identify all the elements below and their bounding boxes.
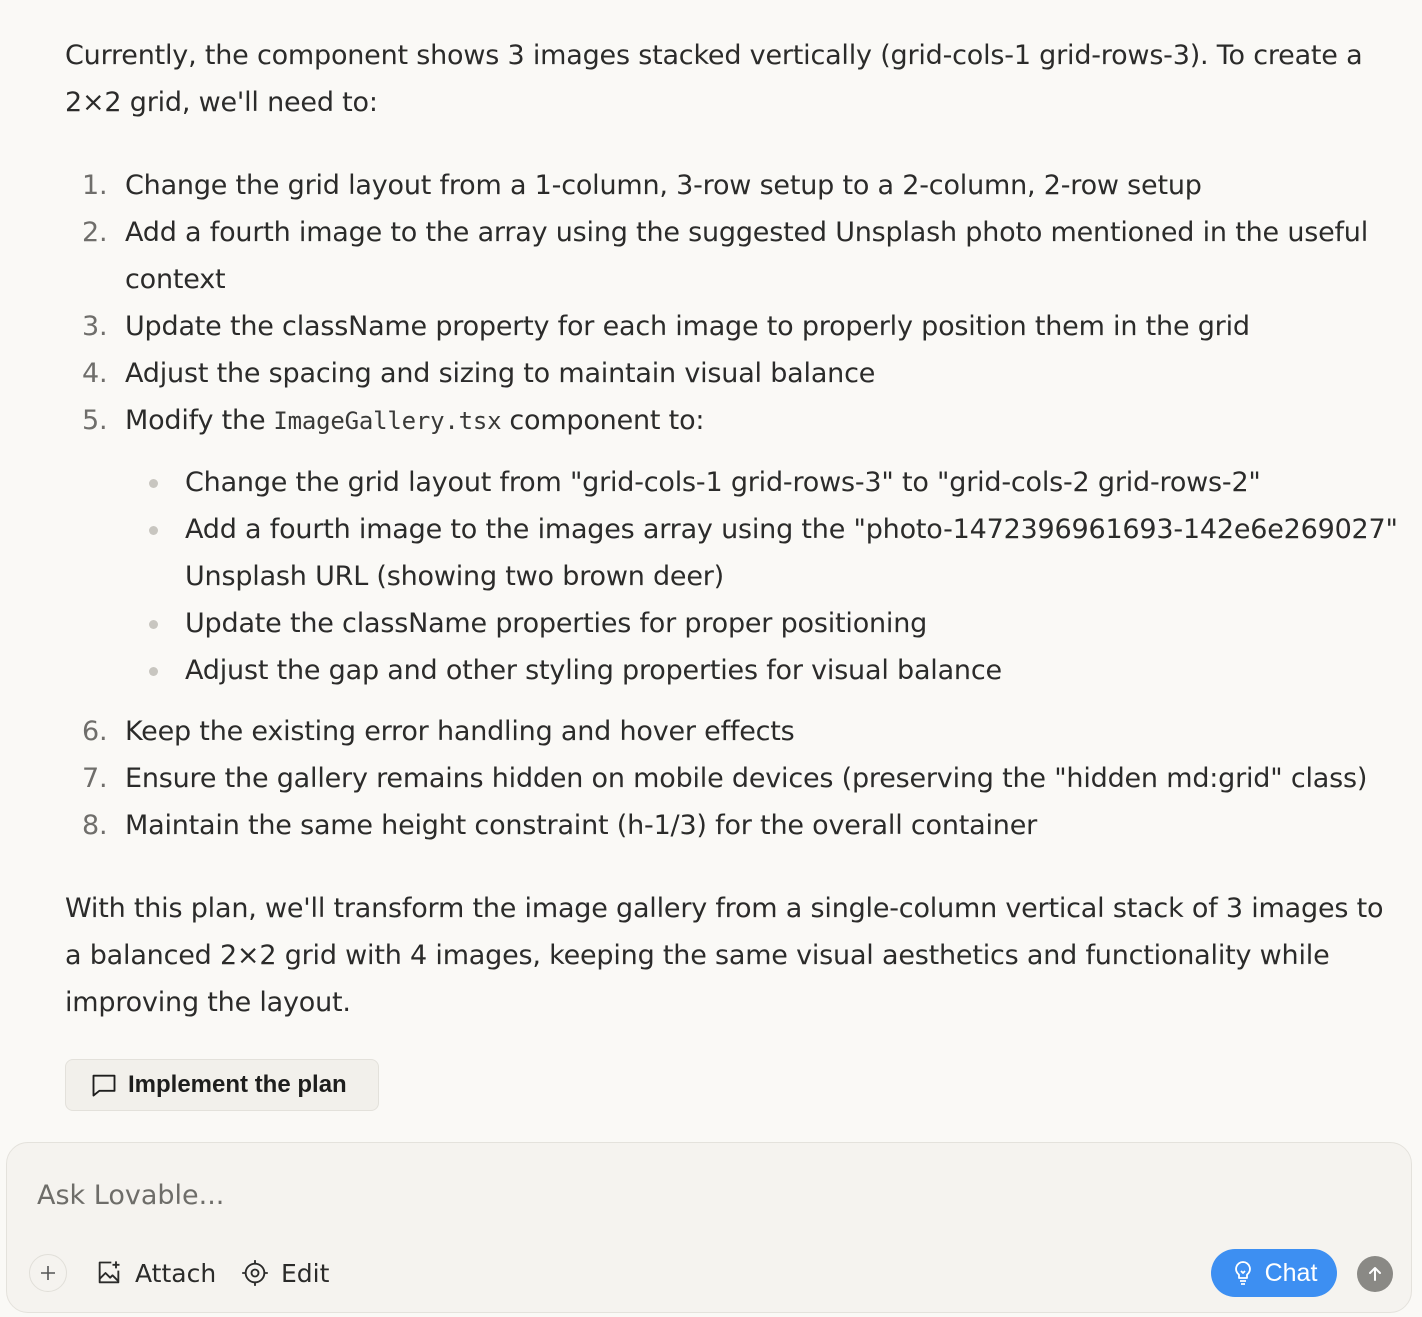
- step-text: Maintain the same height constraint (h-1/3) for the overall container: [125, 810, 1038, 841]
- edit-label: Edit: [281, 1258, 330, 1288]
- bullet: [149, 479, 158, 488]
- bullet: [149, 526, 158, 535]
- step-number: 3.: [82, 311, 108, 342]
- step-text: Update the className property for each image to properly position them in the grid: [125, 311, 1250, 342]
- chat-label: Chat: [1264, 1258, 1318, 1287]
- list-item: [65, 162, 1400, 209]
- list-item: [65, 600, 1400, 647]
- substep-text: Add a fourth image to the images array using the "photo-1472396961693-142e6e269027" Unsplash URL (showing two brown deer): [185, 514, 1398, 592]
- step-number: 6.: [82, 716, 108, 747]
- plan-steps-list: [65, 162, 1400, 445]
- step-text: Add a fourth image to the array using the suggested Unsplash photo mentioned in the useful context: [125, 217, 1369, 295]
- list-item: [65, 647, 1400, 694]
- step-text: Change the grid layout from a 1-column, 3-row setup to a 2-column, 2-row setup: [125, 170, 1202, 201]
- substep-text: Change the grid layout from "grid-cols-1 grid-rows-3" to "grid-cols-2 grid-rows-2": [185, 467, 1261, 498]
- attach-button[interactable]: [95, 1256, 216, 1290]
- list-item: [65, 397, 1400, 445]
- image-add-icon: [95, 1259, 123, 1287]
- composer: [6, 1142, 1412, 1313]
- substep-text: Adjust the gap and other styling properties for visual balance: [185, 655, 1002, 686]
- send-button[interactable]: [1357, 1256, 1393, 1292]
- message-outro: With this plan, we'll transform the image gallery from a single-column vertical stack of 3 images to a balanced 2×2 grid with 4 images, keeping the same visual aesthetics and functionality while improving the layout.: [65, 893, 1384, 1018]
- list-item: [65, 350, 1400, 397]
- step-number: 2.: [82, 217, 108, 248]
- arrow-up-icon: [1366, 1265, 1384, 1283]
- chat-bubble-icon: [90, 1071, 118, 1099]
- list-item: [65, 459, 1400, 506]
- step-text: component to:: [509, 405, 705, 436]
- bullet: [149, 620, 158, 629]
- add-button[interactable]: [29, 1254, 67, 1292]
- list-item: [65, 303, 1400, 350]
- step-number: 8.: [82, 810, 108, 841]
- lightbulb-icon: [1231, 1260, 1255, 1286]
- list-item: [65, 755, 1400, 802]
- list-item: [65, 708, 1400, 755]
- edit-button[interactable]: [241, 1256, 329, 1290]
- implement-plan-label: Implement the plan: [128, 1071, 347, 1098]
- step-text: Keep the existing error handling and hover effects: [125, 716, 795, 747]
- list-item: [65, 802, 1400, 849]
- target-icon: [241, 1259, 269, 1287]
- implement-plan-button[interactable]: [65, 1059, 379, 1111]
- chat-mode-button[interactable]: [1211, 1249, 1337, 1297]
- inline-code: ImageGallery.tsx: [273, 407, 502, 435]
- substep-text: Update the className properties for proper positioning: [185, 608, 928, 639]
- step-number: 7.: [82, 763, 108, 794]
- message-intro: Currently, the component shows 3 images stacked vertically (grid-cols-1 grid-rows-3). To create a 2×2 grid, we'll need to:: [65, 40, 1363, 118]
- list-item: [65, 506, 1400, 600]
- list-item: [65, 209, 1400, 303]
- step-text: Ensure the gallery remains hidden on mobile devices (preserving the "hidden md:grid" class): [125, 763, 1368, 794]
- step-text: Modify the: [125, 405, 266, 436]
- ask-input[interactable]: [37, 1173, 1237, 1217]
- plus-icon: [38, 1263, 58, 1283]
- plan-steps-list-continued: [65, 708, 1400, 849]
- step-number: 5.: [82, 405, 108, 436]
- assistant-message: [65, 32, 1400, 1026]
- step-text: Adjust the spacing and sizing to maintain visual balance: [125, 358, 876, 389]
- bullet: [149, 667, 158, 676]
- step-number: 4.: [82, 358, 108, 389]
- sub-steps-list: [65, 459, 1400, 694]
- step-number: 1.: [82, 170, 108, 201]
- attach-label: Attach: [135, 1258, 217, 1288]
